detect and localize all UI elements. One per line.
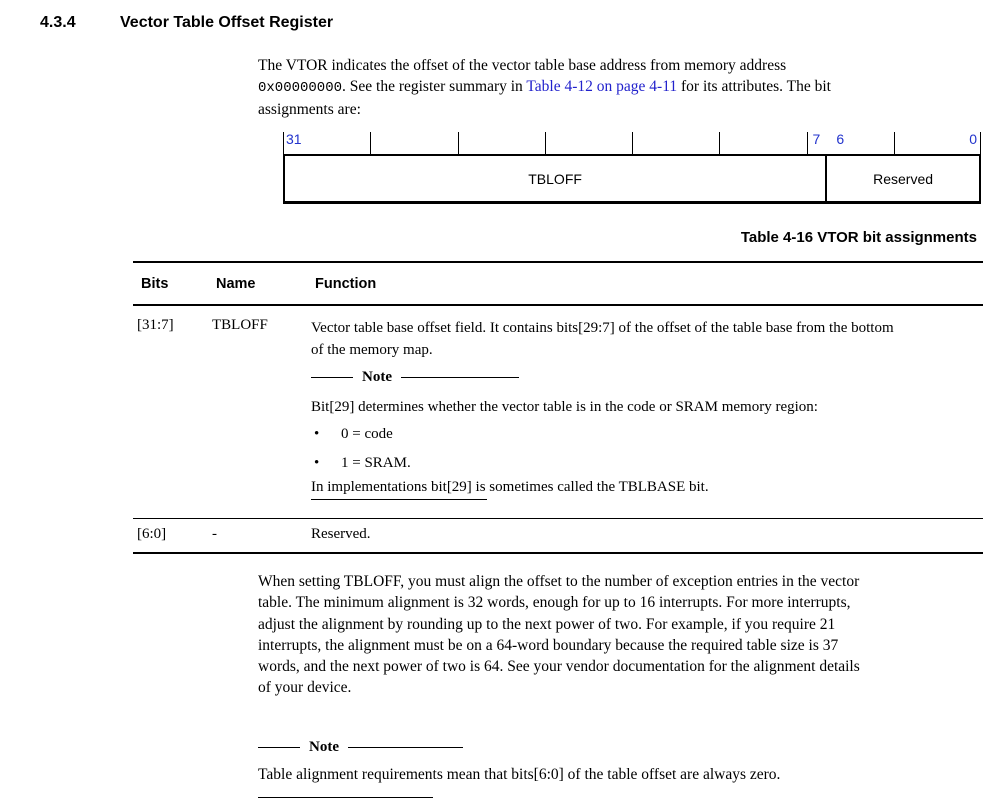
section-number: 4.3.4	[40, 14, 76, 31]
bit-assignments-table	[133, 261, 983, 554]
intro-line-2-mid: . See the register summary in	[342, 78, 527, 95]
section-title: Vector Table Offset Register	[120, 14, 334, 31]
row1-function-cell	[311, 317, 983, 500]
bit-tick	[545, 132, 546, 154]
bullet-icon: •	[314, 426, 320, 442]
bit-number-31: 31	[286, 131, 302, 147]
column-header-name: Name	[216, 275, 256, 292]
intro-line-1: The VTOR indicates the offset of the vector table base address from memory address	[258, 57, 787, 74]
row1-function-line-1: Vector table base offset field. It contains bits[29:7] of the offset of the table base from the bottom	[311, 320, 894, 336]
note-closing-rule	[311, 499, 487, 500]
intro-line-2-end: for its attributes. The bit	[677, 78, 831, 95]
register-bit-diagram	[283, 130, 981, 204]
field-reserved: Reserved	[873, 170, 934, 187]
body-line-2: table. The minimum alignment is 32 words, enough for up to 16 interrupts. For more interrupts,	[258, 594, 851, 612]
body-line-4: interrupts, the alignment must be on a 64-word boundary because the required table size is 37	[258, 636, 839, 654]
bit-number-7: 7	[812, 131, 821, 147]
intro-line-2	[258, 76, 1003, 99]
note-dash-left	[311, 377, 353, 378]
row2-function: Reserved.	[311, 526, 371, 542]
note-heading	[258, 738, 1003, 757]
bit-number-6: 6	[836, 131, 845, 147]
note-dash-left	[258, 747, 300, 748]
list-item	[311, 421, 983, 447]
column-header-function: Function	[315, 275, 377, 292]
row2-name: -	[212, 526, 217, 542]
body-paragraph	[258, 571, 1003, 699]
bullet-text-code: 0 = code	[341, 426, 393, 442]
bit-tick	[980, 132, 981, 154]
column-header-bits: Bits	[141, 275, 169, 292]
body-line-5: words, and the next power of two is 64. See your vendor documentation for the alignment details	[258, 658, 860, 676]
bullet-text-sram: 1 = SRAM.	[341, 455, 411, 471]
bit-tick	[632, 132, 633, 154]
list-item	[311, 450, 983, 476]
intro-line-3: assignments are:	[258, 101, 361, 118]
bit-tick	[283, 132, 284, 154]
note-label: Note	[309, 739, 339, 755]
table-4-12-link[interactable]: Table 4-12 on page 4-11	[526, 78, 678, 95]
table-rule-bottom	[133, 552, 983, 554]
bit-tick	[894, 132, 895, 154]
body-line-3: adjust the alignment by rounding up to the next power of two. For example, if you require 21	[258, 615, 836, 633]
table-row	[133, 306, 983, 518]
bit-tick	[458, 132, 459, 154]
bit-tick	[719, 132, 720, 154]
register-box	[283, 154, 981, 204]
bullet-icon: •	[314, 455, 320, 471]
note-label: Note	[362, 369, 392, 385]
note-dash-right	[348, 747, 463, 748]
note-end-text: In implementations bit[29] is sometimes called the TBLBASE bit.	[311, 479, 709, 495]
body-line-6: of your device.	[258, 679, 352, 697]
bit-number-0: 0	[969, 131, 977, 147]
table-row	[133, 519, 983, 552]
bottom-note-text: Table alignment requirements mean that bits[6:0] of the table offset are always zero.	[258, 766, 781, 783]
field-tbloff: TBLOFF	[285, 156, 827, 201]
bit-tick	[807, 132, 808, 154]
note-heading	[311, 368, 983, 387]
row1-bits: [31:7]	[137, 317, 174, 333]
body-line-1: When setting TBLOFF, you must align the offset to the number of exception entries in the vector	[258, 573, 860, 590]
row2-bits: [6:0]	[137, 526, 167, 542]
bottom-note	[258, 731, 1003, 798]
table-caption: Table 4-16 VTOR bit assignments	[740, 229, 977, 246]
bit-tick	[370, 132, 371, 154]
note-dash-right	[401, 377, 519, 378]
row1-function-line-2: of the memory map.	[311, 342, 433, 358]
row1-name: TBLOFF	[212, 317, 268, 333]
hex-address: 0x00000000	[258, 80, 343, 96]
table-header-row	[133, 263, 983, 304]
bit-ruler	[283, 130, 981, 154]
intro-paragraph	[258, 55, 1003, 120]
note-intro-text: Bit[29] determines whether the vector table is in the code or SRAM memory region:	[311, 399, 818, 415]
